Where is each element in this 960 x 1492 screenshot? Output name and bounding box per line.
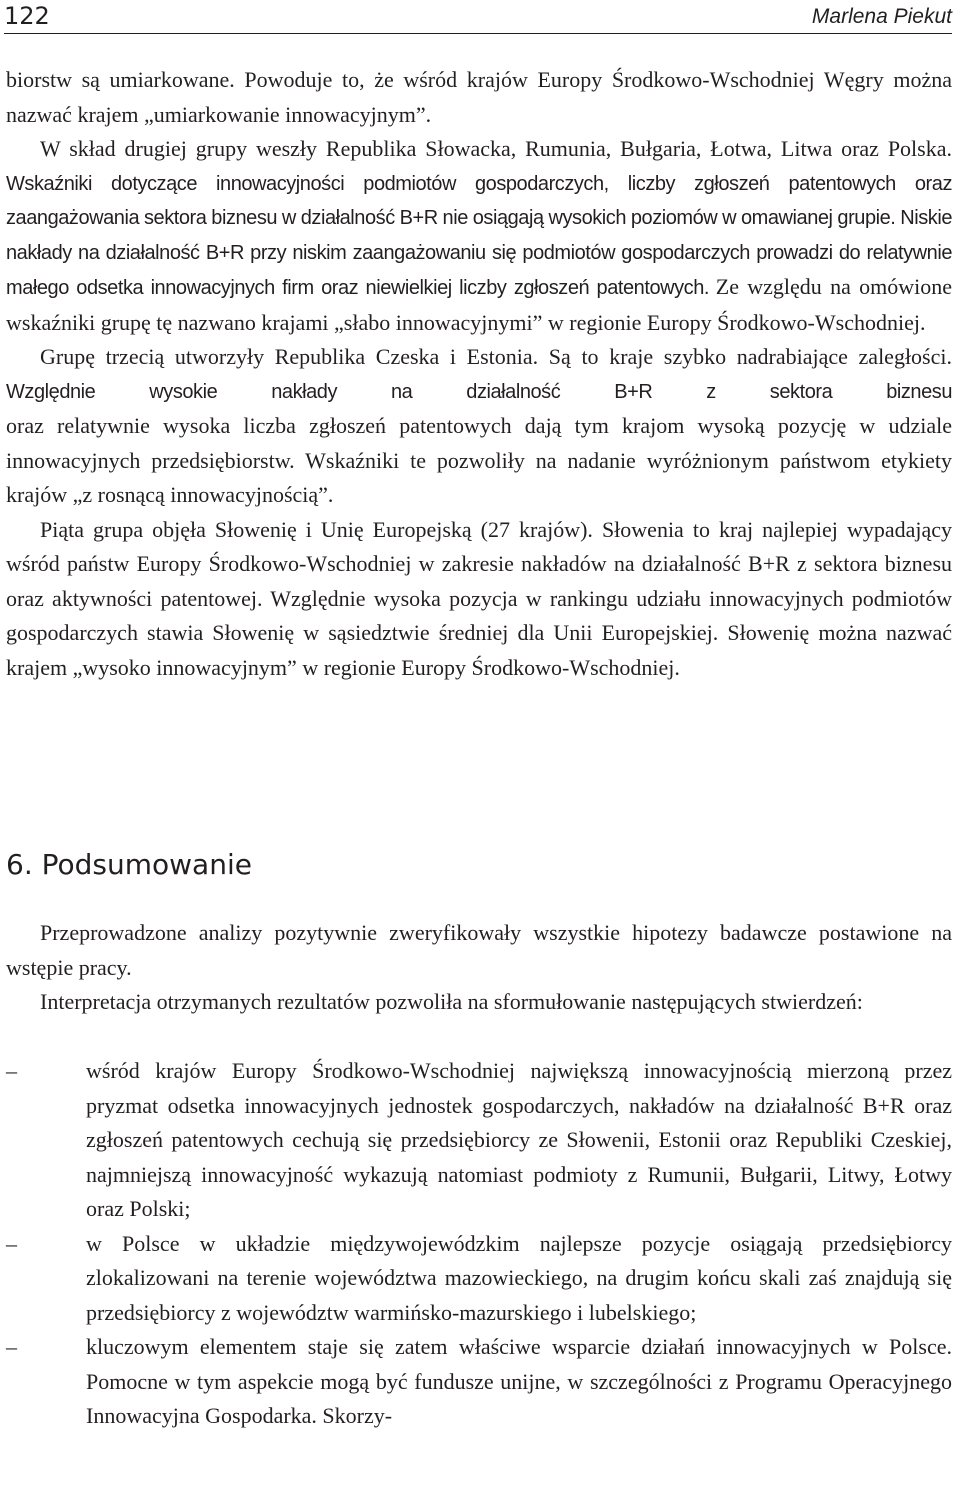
paragraph-text: Względnie wysokie nakłady na działalność B+R z sektora biznesu: [6, 380, 952, 403]
paragraph-text: W skład drugiej grupy weszły Republika Słowacka, Rumunia, Bułgaria, Łotwa, Litwa oraz Polska.: [40, 136, 952, 161]
dash-bullet: –: [6, 1334, 17, 1359]
paragraph: [6, 985, 952, 1020]
paragraph: [6, 916, 952, 985]
list-item-text: w Polsce w układzie międzywojewódzkim najlepsze pozycje osiągają przedsiębiorcy zlokalizowani na terenie województwa mazowieckiego, na drugim końcu skali zaś znajdują się przedsiębiorcy z województw warmińsko-mazurskiego i lubelskiego;: [86, 1230, 952, 1325]
section-heading: 6. Podsumowanie: [6, 848, 252, 881]
list-item-text: kluczowym elementem staje się zatem właściwe wsparcie działań innowacyjnych w Polsce. Pomocne w tym aspekcie mogą być fundusze unijne, w szczególności z Programu Operacyjnego Innowacyjna Gospodarka. Skorzy-: [86, 1334, 952, 1428]
page-number: 122: [4, 2, 50, 30]
list-item: [6, 1227, 952, 1331]
list-item: [6, 1054, 952, 1227]
paragraph-text: Grupę trzecią utworzyły Republika Czeska i Estonia. Są to kraje szybko nadrabiające zaległości.: [40, 344, 952, 369]
paragraph: [6, 340, 952, 409]
running-header: [4, 0, 952, 34]
paragraph-text: oraz relatywnie wysoka liczba zgłoszeń patentowych dają tym krajom wysoką pozycję w udziale innowacyjnych przedsiębiorstw. Wskaźniki te pozwoliły na nadanie wyróżnionym państwom etykiety krajów „z rosnącą innowacyjnością”.: [6, 413, 952, 507]
list-item: [6, 1330, 952, 1434]
author-name: Marlena Piekut: [811, 5, 952, 28]
paragraph-text: biorstw są umiarkowane. Powoduje to, że wśród krajów Europy Środkowo-Wschodniej Węgry można nazwać krajem „umiarkowanie innowacyjnym”.: [6, 67, 952, 127]
paragraph-text: Piąta grupa objęła Słowenię i Unię Europejską (27 krajów). Słowenia to kraj najlepiej wypadający wśród państw Europy Środkowo-Wschodniej w zakresie nakładów na działalność B+R z sektora biznesu oraz aktywności patentowej. Względnie wysoka pozycja w rankingu udziału innowacyjnych podmiotów gospodarczych stawia Słowenię w sąsiedztwie średniej dla Unii Europejskiej. Słowenię można nazwać krajem „wysoko innowacyjnym” w regionie Europy Środkowo-Wschodniej.: [6, 516, 952, 680]
paragraph-text: Ze względu na omówione wskaźniki grupę tę nazwano krajami „słabo innowacyjnymi” w regionie Europy Środkowo-Wschodniej.: [6, 274, 953, 335]
body-text-summary: [6, 916, 952, 1020]
paragraph: [6, 63, 952, 132]
paragraph: [6, 409, 952, 513]
paragraph-text: Przeprowadzone analizy pozytywnie zweryfikowały wszystkie hipotezy badawcze postawione na wstępie pracy.: [6, 920, 952, 980]
paragraph-text: Wskaźniki dotyczące innowacyjności podmiotów gospodarczych, liczby zgłoszeń patentowych oraz zaangażowania sektora biznesu w działalność B+R nie osiągają wysokich poziomów w omawianej grupie. Niskie nakłady na działalność B+R przy niskim zaangażowaniu się podmiotów gospodarczych prowadzi do relatywnie małego odsetka innowacyjnych firm oraz niewielkiej liczby zgłoszeń patentowych.: [6, 172, 952, 299]
dash-bullet: –: [6, 1058, 17, 1083]
dash-bullet: –: [6, 1230, 17, 1256]
paragraph-text: Interpretacja otrzymanych rezultatów pozwoliła na sformułowanie następujących stwierdzeń:: [40, 989, 863, 1014]
list-item-text: wśród krajów Europy Środkowo-Wschodniej największą innowacyjnością mierzoną przez pryzmat odsetka innowacyjnych jednostek gospodarczych, nakładów na działalność B+R oraz zgłoszeń patentowych cechują się przedsiębiorcy ze Słowenii, Estonii oraz Republiki Czeskiej, najmniejszą innowacyjność wykazują natomiast podmioty z Rumunii, Bułgarii, Litwy, Łotwy oraz Polski;: [86, 1058, 952, 1221]
body-text-upper: [6, 63, 952, 685]
paragraph: [6, 513, 952, 686]
paragraph: [6, 132, 952, 340]
conclusions-list: [6, 1054, 952, 1434]
